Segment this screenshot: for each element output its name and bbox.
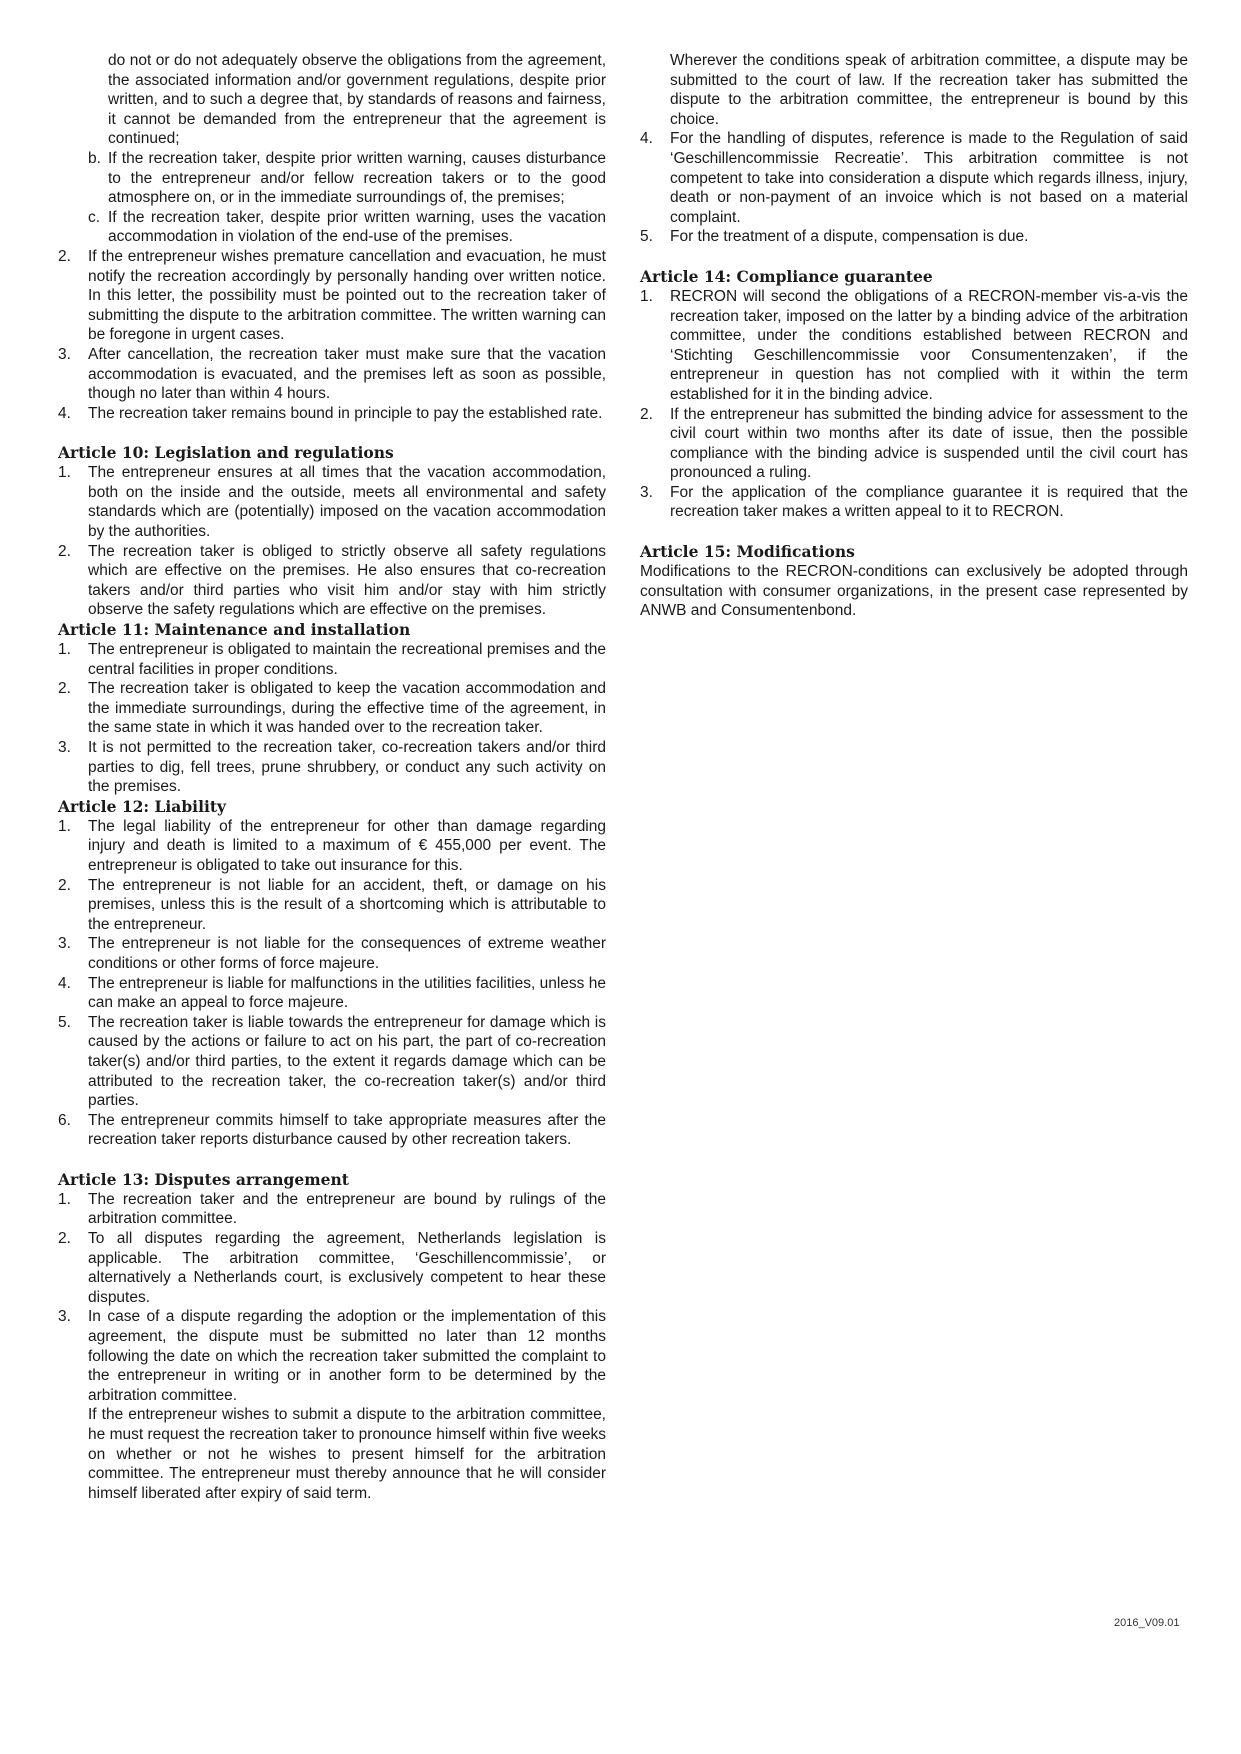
item-text: The recreation taker is obligated to keep the vacation accommodation and the immediate surroundings, during the effective time of the agreement, in the same state in which it was handed over to the recreation taker. — [88, 680, 606, 737]
list-item — [58, 738, 606, 797]
list-item — [58, 1229, 606, 1307]
article-13-list — [58, 1190, 606, 1504]
list-item — [640, 227, 1188, 247]
list-item — [58, 876, 606, 935]
item-text: The recreation taker remains bound in principle to pay the established rate. — [88, 404, 603, 422]
list-item — [58, 1013, 606, 1111]
item-number: 2. — [640, 405, 653, 423]
article-9-list — [58, 247, 606, 423]
list-item — [58, 404, 606, 424]
article-10-heading: Article 10: Legislation and regulations — [58, 443, 394, 463]
item-number: 1. — [640, 287, 653, 305]
list-item — [58, 679, 606, 738]
item-number: 4. — [58, 404, 71, 422]
item-number: 5. — [640, 228, 653, 246]
article-10-list — [58, 463, 606, 620]
article-14-heading: Article 14: Compliance guarantee — [640, 266, 933, 286]
item-text: For the treatment of a dispute, compensation is due. — [670, 228, 1029, 246]
article-15-heading: Article 15: Modifications — [640, 542, 855, 562]
item-number: 3. — [58, 935, 71, 953]
item-number: 2. — [58, 876, 71, 894]
item-number: 5. — [58, 1013, 71, 1031]
list-item — [58, 934, 606, 973]
right-column — [640, 51, 1188, 621]
article-13-continued: Wherever the conditions speak of arbitration committee, a dispute may be submitted to the court of law. If the recreation taker has submitted the dispute to the arbitration committee, the entrepreneur is bound by this choice. — [670, 52, 1188, 128]
item-text: The entrepreneur ensures at all times that the vacation accommodation, both on the inside and the outside, meets all environmental and safety standards which are (potentially) imposed on the vacation accommodation by the authorities. — [88, 464, 606, 541]
item-number: 2. — [58, 680, 71, 698]
item-number: 2. — [58, 542, 71, 560]
list-item — [58, 1307, 606, 1503]
item-text: To all disputes regarding the agreement, Netherlands legislation is applicable. The arbitration committee, ‘Geschillencommissie’, or alternatively a Netherlands court, is exclusively competent to hear these disputes. — [88, 1230, 606, 1306]
left-column — [58, 51, 606, 1503]
item-number: 3. — [58, 1308, 71, 1326]
article-13-heading: Article 13: Disputes arrangement — [58, 1169, 349, 1189]
item-text: If the recreation taker, despite prior written warning, uses the vacation accommodation in violation of the end-use of the premises. — [108, 208, 606, 246]
item-text: For the handling of disputes, reference is made to the Regulation of said ‘Geschillencommissie Recreatie’. This arbitration committee is not competent to take into consideration a dispute which regards illness, injury, death or non-payment of an invoice which is not based on a material complaint. — [670, 130, 1188, 226]
list-item — [58, 640, 606, 679]
item-text: The entrepreneur is not liable for the consequences of extreme weather conditions or other forms of force majeure. — [88, 935, 606, 972]
list-item — [58, 149, 606, 208]
item-text: The entrepreneur commits himself to take appropriate measures after the recreation taker reports disturbance caused by other recreation takers. — [88, 1111, 606, 1149]
document-version-code: 2016_V09.01 — [1114, 1617, 1180, 1629]
item-number: 4. — [58, 974, 71, 992]
item-number: b. — [88, 149, 101, 167]
list-item — [58, 345, 606, 404]
item-number: 3. — [58, 345, 71, 363]
list-item — [58, 817, 606, 876]
item-text: If the entrepreneur wishes premature cancellation and evacuation, he must notify the recreation accordingly by personally handing over written notice. In this letter, the possibility must be pointed out to the recreation taker of submitting the dispute to the arbitration committee. The written warning can be foregone in urgent cases. — [88, 247, 606, 344]
item-number: 2. — [58, 247, 71, 265]
item-number: 4. — [640, 130, 653, 148]
item-text: The legal liability of the entrepreneur for other than damage regarding injury and death is limited to a maximum of € 455,000 per event. The entrepreneur is obligated to take out insurance for this. — [88, 817, 606, 874]
list-item — [640, 129, 1188, 227]
item-text: If the entrepreneur has submitted the binding advice for assessment to the civil court within two months after its date of issue, then the possible compliance with the binding advice is suspended until the civil court has pronounced a ruling. — [670, 405, 1188, 482]
item-text: The recreation taker and the entrepreneur are bound by rulings of the arbitration committee. — [88, 1190, 606, 1228]
item-text: It is not permitted to the recreation taker, co-recreation takers and/or third parties to dig, fell trees, prune shrubbery, or conduct any such activity on the premises. — [88, 739, 606, 796]
item-text: In case of a dispute regarding the adoption or the implementation of this agreement, the dispute must be submitted no later than 12 months following the date on which the recreation taker submitted the complaint to the entrepreneur in writing or in another form to be determined by the arbitration committee. — [88, 1308, 606, 1404]
item-text: The recreation taker is liable towards the entrepreneur for damage which is caused by the actions or failure to act on his part, the part of co-recreation taker(s) and/or third parties, to the extent it regards damage which can be attributed to the recreation taker, the co-recreation taker(s) and/or third parties. — [88, 1013, 606, 1110]
item-text: If the recreation taker, despite prior written warning, causes disturbance to the entrepreneur and/or fellow recreation takers or to the good atmosphere on, or in the immediate surroundings of, the premises; — [108, 149, 606, 207]
list-item — [640, 287, 1188, 405]
article-9-item-1a-continued: do not or do not adequately observe the obligations from the agreement, the associated information and/or government regulations, despite prior written, and to such a degree that, by standards of reasons and fairness, it cannot be demanded from the entrepreneur that the agreement is continued; — [108, 52, 606, 148]
article-14-list — [640, 287, 1188, 522]
item-number: c. — [88, 208, 101, 226]
list-item — [58, 542, 606, 620]
list-item — [58, 463, 606, 541]
list-item — [58, 247, 606, 345]
list-item — [58, 974, 606, 1013]
item-text: The entrepreneur is obligated to maintain the recreational premises and the central facilities in proper conditions. — [88, 641, 606, 678]
item-text: RECRON will second the obligations of a RECRON-member vis-a-vis the recreation taker, imposed on the latter by a binding advice of the arbitration committee, under the conditions established between RECRON and ‘Stichting Geschillencommissie voor Consumentenzaken’, if the entrepreneur in question has not complied with it within the term established for it in the binding advice. — [670, 287, 1188, 403]
list-item — [58, 1190, 606, 1229]
item-text: The entrepreneur is not liable for an accident, theft, or damage on his premises, unless this is the result of a shortcoming which is attributable to the entrepreneur. — [88, 876, 606, 933]
item-text: The recreation taker is obliged to strictly observe all safety regulations which are effective on the premises. He also ensures that co-recreation takers and/or third parties who visit him and/or stay with him strictly observe the safety regulations which are effective on the premises. — [88, 542, 606, 619]
article-9-sub-list — [58, 149, 606, 247]
list-item — [58, 208, 606, 247]
item-number: 3. — [640, 483, 653, 501]
item-number: 1. — [58, 817, 71, 835]
list-item — [640, 483, 1188, 522]
list-item — [640, 405, 1188, 483]
item-text: After cancellation, the recreation taker must make sure that the vacation accommodation is evacuated, and the premises left as soon as possible, though no later than within 4 hours. — [88, 345, 606, 403]
item-number: 3. — [58, 739, 71, 756]
article-11-list — [58, 640, 606, 797]
list-item — [58, 1111, 606, 1150]
item-number: 1. — [58, 464, 71, 482]
item-number: 1. — [58, 1190, 71, 1208]
item-number: 2. — [58, 1230, 71, 1248]
article-13-list-continued — [640, 129, 1188, 247]
article-13-item-3-continued: If the entrepreneur wishes to submit a dispute to the arbitration committee, he must request the recreation taker to pronounce himself within five weeks on whether or not he wishes to present himself for the arbitration committee. The entrepreneur must thereby announce that he will consider himself liberated after expiry of said term. — [88, 1406, 606, 1502]
article-11-heading: Article 11: Maintenance and installation — [58, 620, 411, 640]
item-text: The entrepreneur is liable for malfunctions in the utilities facilities, unless he can make an appeal to force majeure. — [88, 974, 606, 1012]
item-number: 6. — [58, 1111, 71, 1129]
article-12-heading: Article 12: Liability — [58, 796, 227, 816]
item-text: For the application of the compliance guarantee it is required that the recreation taker makes a written appeal to it to RECRON. — [670, 483, 1188, 521]
item-number: 1. — [58, 641, 71, 659]
article-12-list — [58, 817, 606, 1150]
article-15-text: Modifications to the RECRON-conditions can exclusively be adopted through consultation with consumer organizations, in the present case represented by ANWB and Consumentenbond. — [640, 563, 1188, 620]
